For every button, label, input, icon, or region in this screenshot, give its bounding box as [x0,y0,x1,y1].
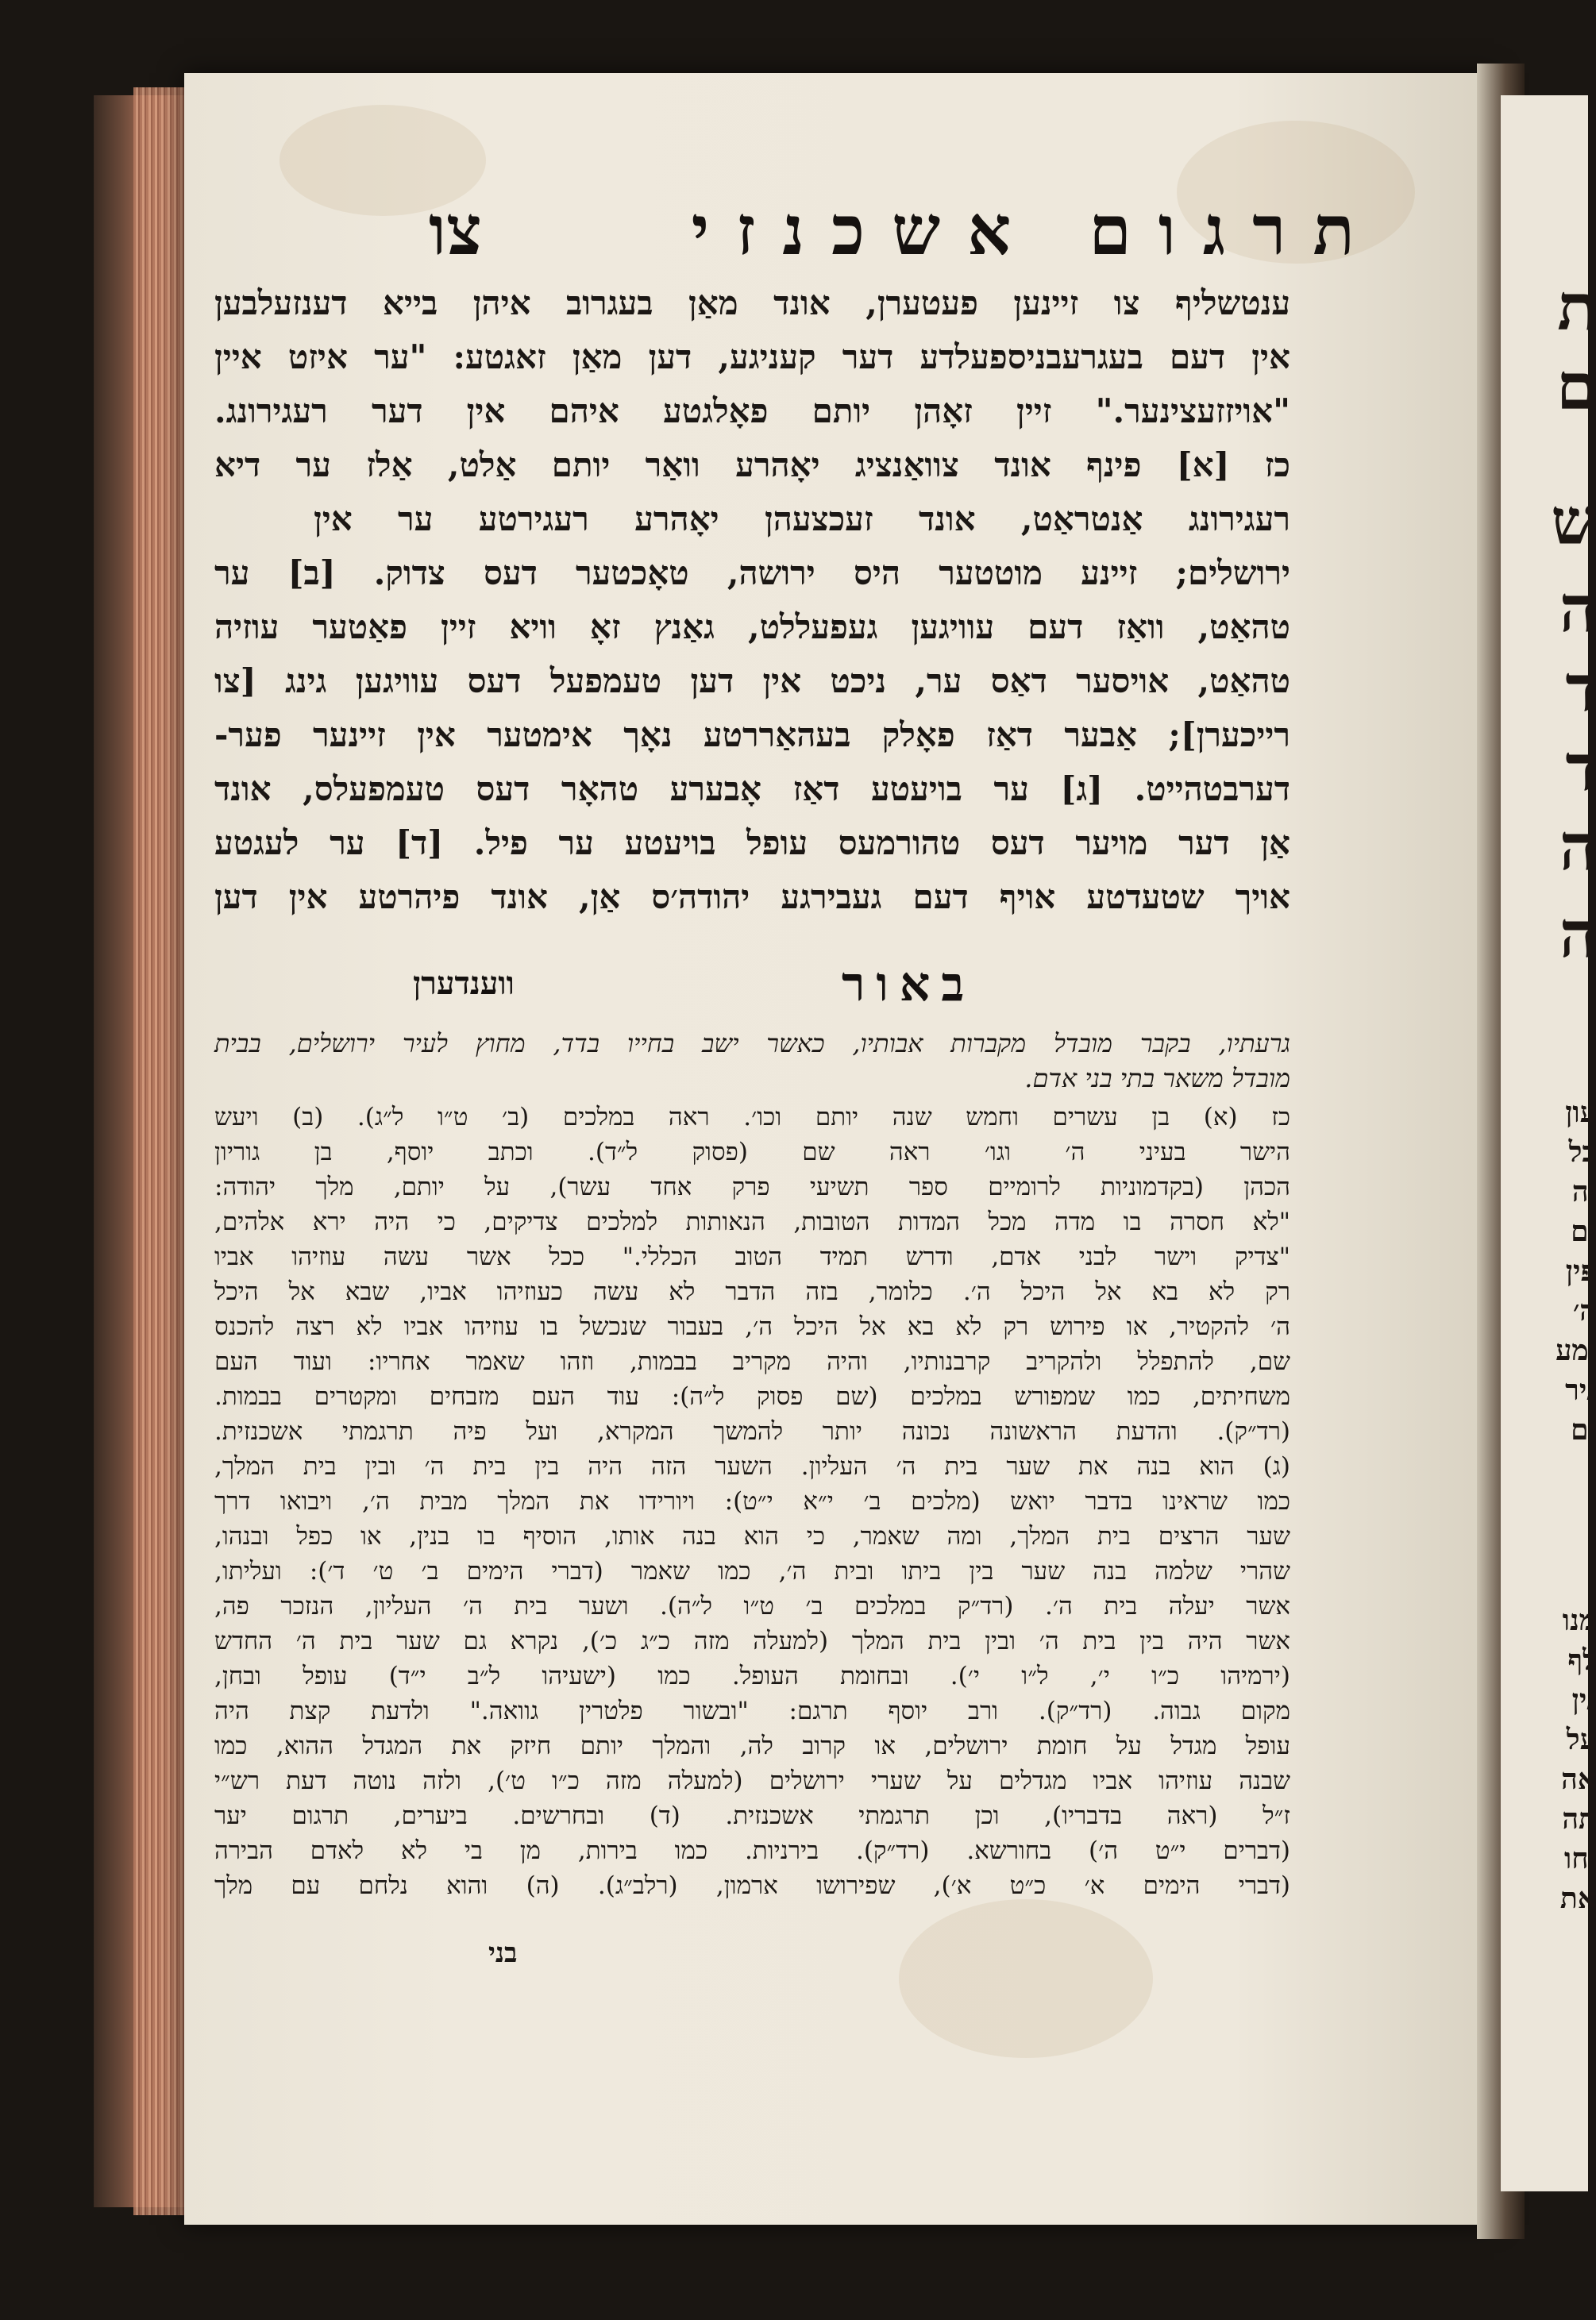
commentary-line: שער הרצים בית המלך, ומה שאמר, כי הוא בנה אותו, הוסיף בו בנין, או כפל ובנהו, [214,1522,1290,1551]
facing-page-fragment: מנו [1562,1604,1596,1637]
commentary-line: שם, להתפלל ולהקריב קרבנותיו, והיה מקריב בבמות, וזהו שאמר אחריו: ועוד העם [214,1347,1290,1376]
commentary-line: "לא חסרה בו מדה מכל המדות הטובות, הנאותות למלכים צדיקים, כי היה ירא אלהים, [214,1208,1290,1236]
commentary-line: (רד״ק). והדעת הראשונה נכונה יותר להמשך המקרא, ועל פיה תרגמתי אשכנזית. [214,1417,1290,1446]
commentary-line: ה׳ להקטיר, או פירוש רק לא בא אל היכל ה׳, בעבור שנכשל בו עוזיהו אביו לא רצה להכנס [214,1312,1290,1341]
main-text-line: ירושלים; זיינע מוטטער היס ירושה, טאָכטער דעס צדוק. [ב] ער [214,553,1290,592]
facing-page-fragment: את [1559,1882,1596,1915]
section-title-tail: ווענדערן [413,965,515,1002]
facing-page-letter: ה [1559,897,1596,972]
facing-page-letter: ת [1557,270,1596,345]
page-number: צו [429,191,483,271]
facing-page-fragment: ים [1571,1215,1596,1248]
main-text-line: דערבטהייט. [ג] ער בויעטע דאַז אָבערע טהאָר דעס טעמפעלס, אונד [214,769,1290,808]
facing-page-letter: ם [1556,349,1596,424]
facing-page-fragment: על [1566,1723,1596,1756]
commentary-line: כמו שראינו בדבר יואש (מלכים ב׳ י״א י״ט): ויורידו את המלך מבית ה׳, ויבואו דרך [214,1487,1290,1516]
main-text-line: אויך שטעדטע אויף דעם געבירגע יהודה׳ס אַן, אונד פיהרטע אין דען [214,877,1290,916]
main-text-line: אַן דער מויער דעס טהורמעס עופל בויעטע ער פיל. [ד] ער לעגטע [214,823,1290,862]
facing-page-fragment: ניר [1565,1374,1596,1407]
running-title: תרגום אשכנזי [691,191,1382,271]
facing-page-letter: ה [1559,572,1596,646]
commentary-intro-line: מובדל משאר בתי בני אדם. [1024,1063,1290,1093]
main-text-line: אין דעם בעגרעבניספעלדע דער קעניגע, דען מאַן זאגטע: "ער איזט איין [214,337,1290,376]
facing-page-fragment: נין [1571,1683,1596,1717]
facing-page-fragment: תה [1562,1802,1596,1836]
facing-page-fragment: פין [1565,1254,1596,1288]
facing-page-fragment: ה׳ [1572,1294,1596,1328]
facing-page-fragment: כל [1568,1135,1596,1169]
facing-page-letter: ד [1565,651,1596,726]
commentary-line: (דברים י״ט ה׳) בחורשא. (רד״ק). בירניות. כמו בירות, מן בי לא לאדם הבירה [214,1836,1290,1865]
commentary-line: (ירמיהו כ״ו י׳, ל״ו י׳). ובחומת העופל. כמו (ישעיהו ל״ב י״ד) עופל ובחן, [214,1662,1290,1690]
facing-page-fragment: יחו [1564,1842,1596,1875]
facing-page-letter: ה [1559,810,1596,884]
main-text-line: כז [א] פינף אונד צוואַנציג יאָהרע וואַר יותם אַלט, אַלז ער דיא [214,445,1290,484]
commentary-line: שבנה עוזיהו אביו מגדלים על שערי ירושלים (למעלה מזה כ״ו ט׳), ולזה נוטה דעת רש״י [214,1767,1290,1795]
facing-page-letter: ש [1551,484,1596,559]
facing-page-fragment: ומע [1556,1334,1596,1367]
commentary-block [214,1024,1290,1945]
page-edges [133,87,189,2215]
facing-page-fragment: ים [1571,1413,1596,1447]
facing-page-fragment: עון [1565,1096,1596,1129]
main-text-line: טהאַט, אויסער דאַס ער, ניכט אין דען טעמפעל דעס עוויגען גינג [צו [214,661,1290,700]
main-text-line: רעגירונג אַנטראַט, אונד זעכצעהן יאָהרע רעגירטע ער אין [314,499,1290,538]
commentary-line: (דברי הימים א׳ כ״ט א׳), שפירושו ארמון, (רלב״ג). (ה) והוא נלחם עם מלך [214,1871,1290,1900]
commentary-line: "צדיק וישר לבני אדם, ודרש תמיד הטוב הכללי." ככל אשר עשה עוזיהו אביו [214,1243,1290,1271]
commentary-line: מקום גבוה. (רד״ק). ורב יוסף תרגם: "ובשור פלטרין גוואה." ולדעת קצת היה [214,1697,1290,1725]
commentary-line: ז״ל (ראה בדבריו), וכן תרגמתי אשכנזית. (ד) ובחרשים. ביערים, תרגום יער [214,1802,1290,1830]
facing-page-fragment: לף [1567,1644,1596,1677]
facing-page [1501,95,1596,2191]
main-text-line: ענטשליף צו זיינען פעטערן, אונד מאַן בעגרוב איהן בייא דענזעלבען [214,283,1290,322]
commentary-line: הכהן (בקדמוניות לרומיים ספר תשיעי פרק אחד עשר), על יותם, מלך יהודה: [214,1173,1290,1201]
commentary-line: הישר בעיני ה׳ וגו׳ ראה שם (פסוק ל״ד). וכתב יוסף, בן גוריון [214,1138,1290,1166]
commentary-intro-line: גרעתיו, בקבר מובדל מקברות אבותיו, כאשר ישב בחייו בדד, מחוץ לעיר ירושלים, בבית [214,1028,1290,1058]
commentary-line: עופל מגדל על חומת ירושלים, או קרוב לה, והמלך יותם חיזק את המגדל ההוא, כמו [214,1732,1290,1760]
commentary-line: (ג) הוא בנה את שער בית ה׳ העליון. השער הזה היה בין בית ה׳ ובין בית המלך, [214,1452,1290,1481]
facing-page-fragment: יה [1571,1175,1596,1208]
facing-page-fragment: אה [1561,1763,1596,1796]
commentary-line: משחיתים, כמו שמפורש במלכים (שם פסוק ל״ה): עוד העם מזבחים ומקטרים בבמות. [214,1382,1290,1411]
catchword: בני [488,1937,518,1969]
main-text-line: "אויזזעצינער." זיין זאָהן יותם פאָלגטע איהם אין דער רעגירונג. [214,391,1290,430]
facing-page-letter: ד [1565,730,1596,805]
commentary-line: שהרי שלמה בנה שער בין ביתו ובית ה׳, כמו שאמר (דברי הימים ב׳ ט׳ ד׳): ועליתו, [214,1557,1290,1586]
commentary-line: אשר היה בין בית ה׳ ובין בית המלך (למעלה מזה כ״ג כ׳), נקרא גם שער בית ה׳ החדש [214,1627,1290,1655]
section-title: באור [842,957,976,1012]
main-text-line: טהאַט, וואַז דעם עוויגען געפעללט, גאַנץ זאָ וויא זיין פאַטער עוזיה [214,607,1290,646]
commentary-line: אשר יעלה בית ה׳. (רד״ק במלכים ב׳ ט״ו ל״ה). ושער בית ה׳ העליון, הנזכר פה, [214,1592,1290,1621]
commentary-line: רק לא בא אל היכל ה׳. כלומר, בזה הדבר לא עשה כעוזיהו אביו, שבא אל היכל [214,1278,1290,1306]
commentary-line: כז (א) בן עשרים וחמש שנה יותם וכו׳. ראה במלכים (ב׳ ט״ו ל״ג). (ב) ויעש [214,1103,1290,1131]
main-text-line: רייכערן]; אַבער דאַז פאָלק בעהאַררטע נאָך אימטער אין זיינער פער- [214,715,1290,754]
